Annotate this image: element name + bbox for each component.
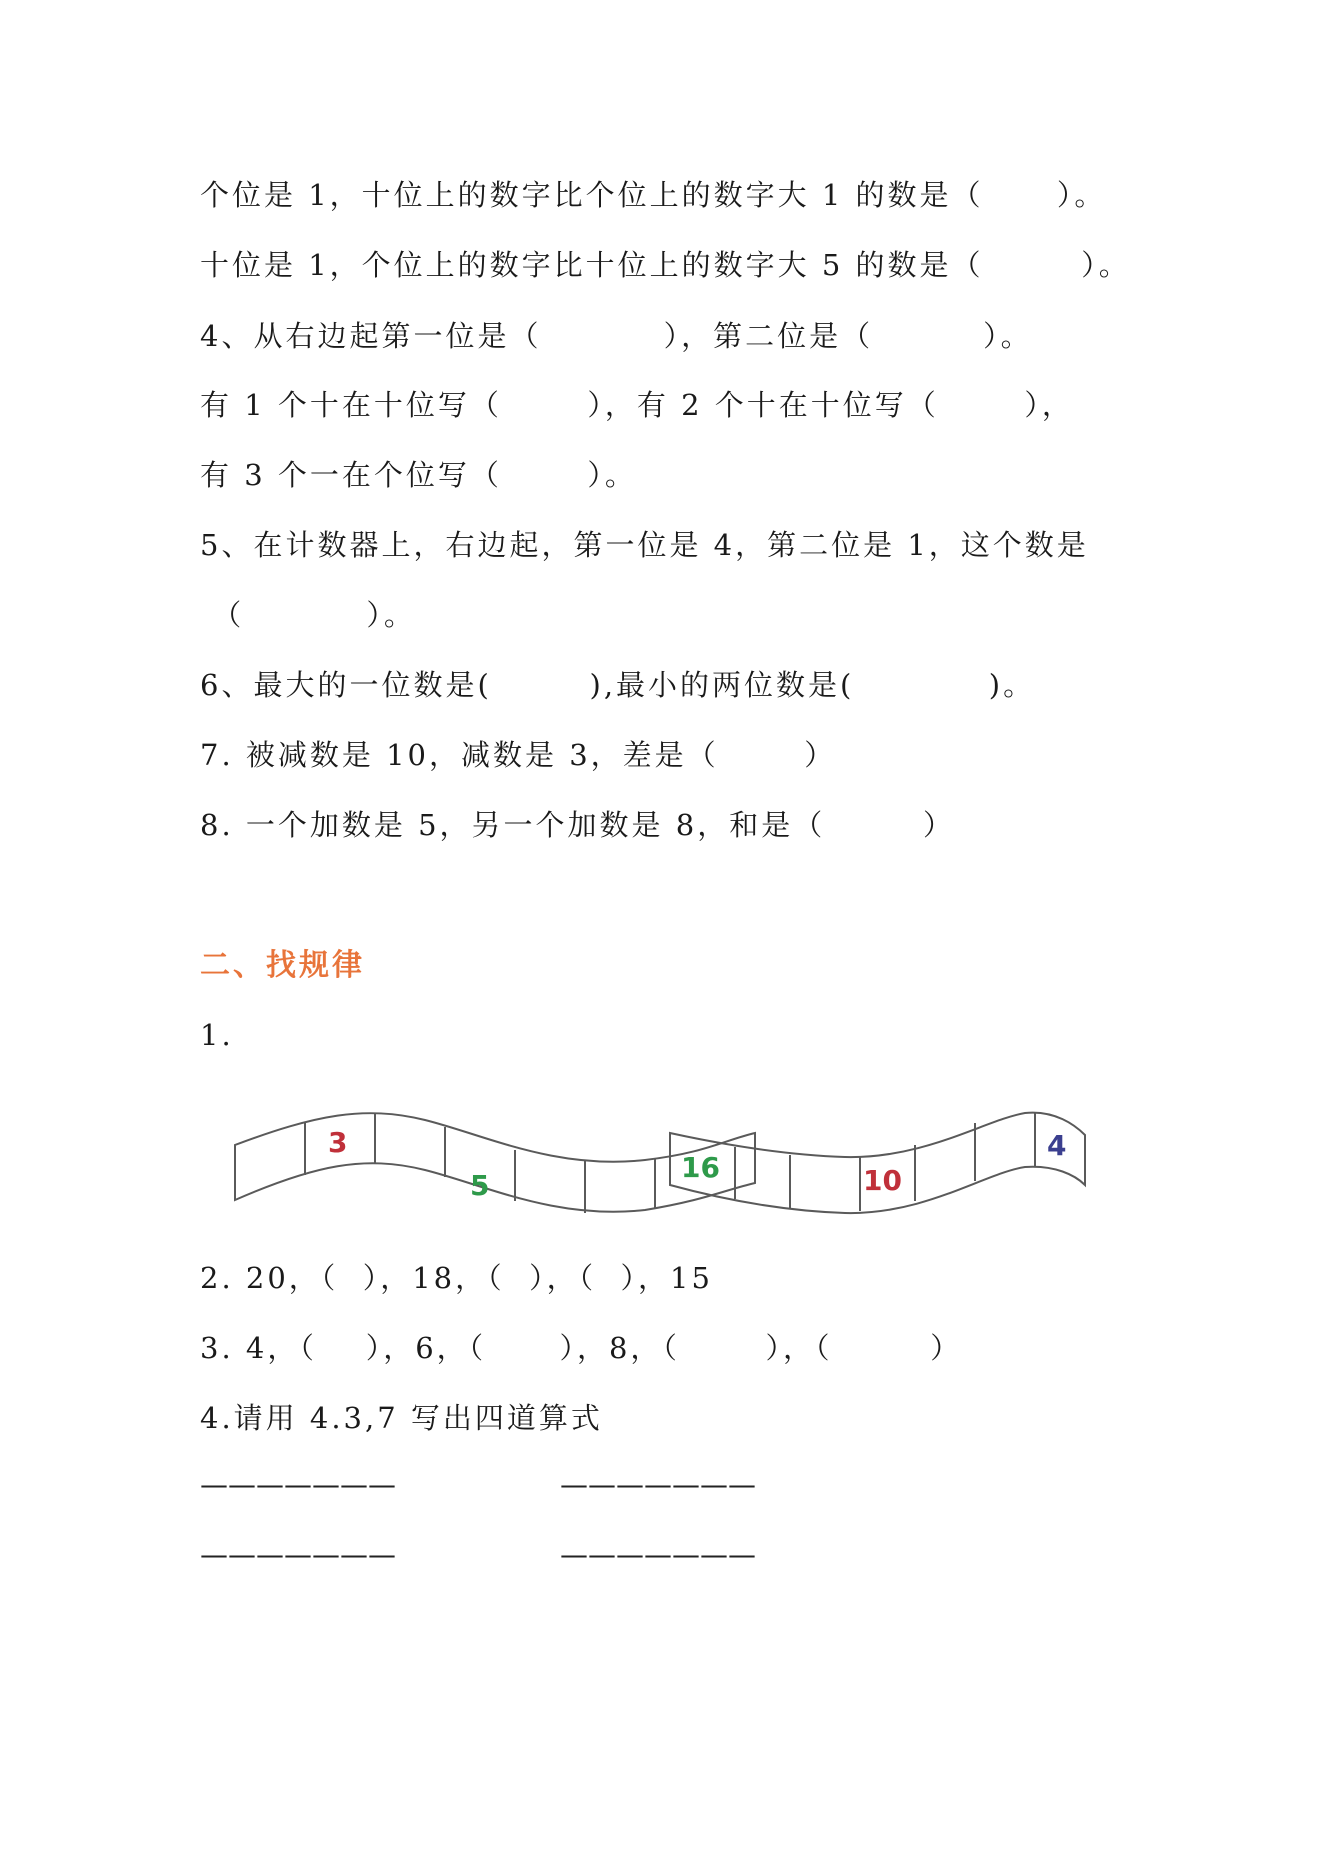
question-line-8: 6、最大的一位数是( ),最小的两位数是( )。	[200, 668, 1036, 702]
strip-number-5: 5	[470, 1169, 490, 1202]
pattern-question-1-label: 1.	[200, 1018, 234, 1052]
question-line-10: 8. 一个加数是 5，另一个加数是 8，和是（ ）	[200, 808, 955, 842]
question-line-1: 个位是 1，十位上的数字比个位上的数字大 1 的数是（ ）。	[200, 178, 1107, 212]
number-strip	[225, 1105, 1105, 1245]
strip-number-16: 16	[681, 1151, 720, 1184]
pattern-question-4: 4.请用 4.3,7 写出四道算式	[200, 1401, 603, 1435]
question-line-5: 有 3 个一在个位写（ ）。	[200, 458, 637, 492]
strip-number-10: 10	[863, 1164, 902, 1197]
answer-blank-2[interactable]: ———————	[560, 1468, 756, 1501]
question-line-4: 有 1 个十在十位写（ ），有 2 个十在十位写（ ），	[200, 388, 1074, 422]
answer-blank-1[interactable]: ———————	[200, 1468, 396, 1501]
question-line-6: 5、在计数器上，右边起，第一位是 4，第二位是 1，这个数是	[200, 528, 1089, 562]
question-line-3: 4、从右边起第一位是（ ），第二位是（ ）。	[200, 319, 1033, 353]
pattern-question-2: 2. 20，（ ），18，（ ），（ ），15	[200, 1261, 713, 1295]
pattern-question-3: 3. 4，（ ），6，（ ），8，（ ），（ ）	[200, 1331, 963, 1365]
question-line-2: 十位是 1，个位上的数字比十位上的数字大 5 的数是（ ）。	[200, 248, 1131, 282]
section-title: 二、找规律	[200, 948, 365, 983]
answer-blank-4[interactable]: ———————	[560, 1538, 756, 1571]
strip-number-4: 4	[1047, 1129, 1067, 1162]
strip-number-3: 3	[328, 1126, 348, 1159]
question-line-9: 7. 被减数是 10，减数是 3，差是（ ）	[200, 738, 837, 772]
answer-blank-3[interactable]: ———————	[200, 1538, 396, 1571]
question-line-7: （ ）。	[200, 598, 416, 632]
